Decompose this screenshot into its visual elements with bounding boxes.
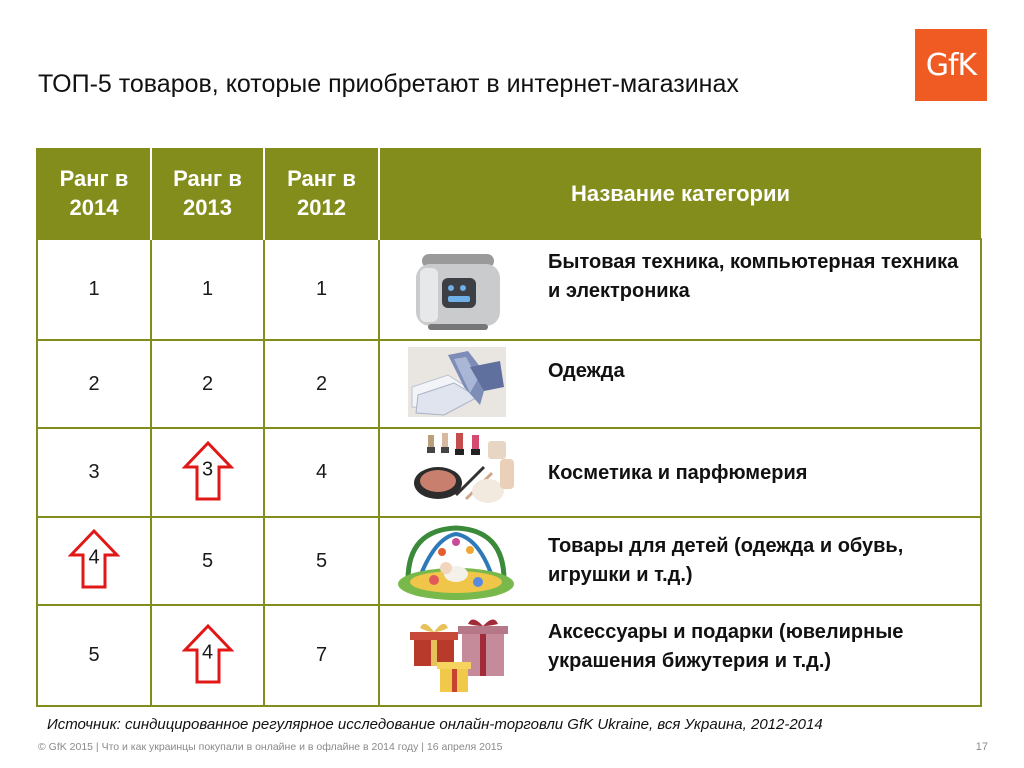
- table-row: [37, 340, 981, 428]
- rank-2014-value: 4: [88, 546, 100, 569]
- category-name: Бытовая техника, компьютерная техника и электроника: [548, 251, 959, 302]
- rank-up-indicator: [178, 440, 238, 500]
- rank-2014-cell: 3: [37, 428, 151, 517]
- category-cell: [379, 517, 981, 605]
- category-cell: [379, 605, 981, 706]
- header-rank-2013: Ранг в 2013: [151, 148, 264, 239]
- header-rank-2014: Ранг в 2014: [37, 148, 151, 239]
- logo-text: GfK: [925, 47, 977, 83]
- cosmetics-icon: [408, 433, 518, 507]
- header-rank-2012: Ранг в 2012: [264, 148, 379, 239]
- ranking-table: [36, 148, 982, 707]
- category-name: Одежда: [548, 360, 625, 382]
- rank-up-indicator: [178, 623, 238, 683]
- gift-boxes-icon: [406, 616, 512, 698]
- rank-2014-cell: [37, 517, 151, 605]
- category-cell: [379, 428, 981, 517]
- rank-2012-cell: 1: [264, 239, 379, 340]
- page-number: 17: [975, 741, 988, 753]
- header-category: Название категории: [379, 148, 981, 239]
- category-name: Товары для детей (одежда и обувь, игрушки и т.д.): [548, 535, 904, 586]
- clothing-icon: [408, 347, 506, 417]
- multicooker-icon: [408, 248, 508, 334]
- source-note: Источник: синдицированное регулярное исследование онлайн-торговли GfK Ukraine, вся Украина, 2012-2014: [47, 716, 823, 733]
- table-row: [37, 428, 981, 517]
- category-cell: [379, 239, 981, 340]
- rank-2013-cell: 1: [151, 239, 264, 340]
- table-header-row: [37, 148, 981, 239]
- rank-2013-cell: 2: [151, 340, 264, 428]
- table-row: [37, 239, 981, 340]
- rank-2014-cell: 1: [37, 239, 151, 340]
- rank-2012-cell: 5: [264, 517, 379, 605]
- rank-2013-cell: [151, 428, 264, 517]
- gfk-logo: [915, 29, 987, 101]
- category-name: Аксессуары и подарки (ювелирные украшения бижутерия и т.д.): [548, 621, 904, 672]
- table-row: [37, 605, 981, 706]
- rank-2013-cell: [151, 605, 264, 706]
- rank-2012-cell: 7: [264, 605, 379, 706]
- rank-2012-cell: 4: [264, 428, 379, 517]
- rank-up-indicator: [64, 528, 124, 588]
- rank-2013-value: 3: [201, 458, 214, 480]
- page-title: ТОП-5 товаров, которые приобретают в интернет-магазинах: [38, 70, 739, 98]
- baby-playmat-icon: [394, 520, 518, 602]
- rank-2013-cell: 5: [151, 517, 264, 605]
- rank-2014-cell: 5: [37, 605, 151, 706]
- category-cell: [379, 340, 981, 428]
- table-row: [37, 517, 981, 605]
- category-name: Косметика и парфюмерия: [548, 462, 808, 484]
- rank-2013-value: 4: [201, 641, 214, 663]
- footer-text: © GfK 2015 | Что и как украинцы покупали в онлайне и в офлайне в 2014 году | 16 апреля 2015: [38, 741, 503, 753]
- rank-2014-cell: 2: [37, 340, 151, 428]
- rank-2012-cell: 2: [264, 340, 379, 428]
